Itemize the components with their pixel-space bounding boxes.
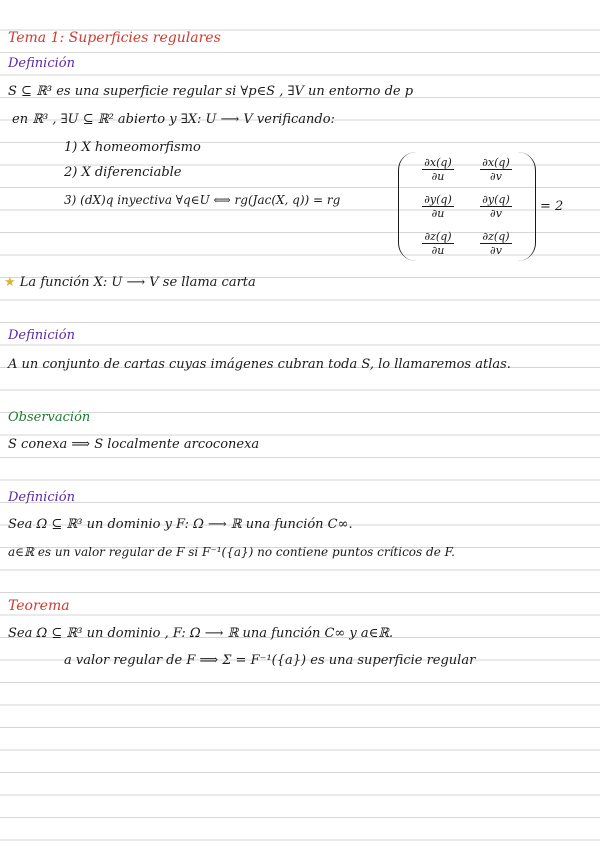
matrix-grid	[398, 152, 536, 261]
definition-3-line-1: Sea Ω ⊆ ℝ³ un dominio y F: Ω ⟶ ℝ una función C∞.	[8, 517, 353, 532]
observation-text: S conexa ⟹ S localmente arcoconexa	[8, 437, 260, 452]
page-title: Tema 1: Superficies regulares	[8, 30, 221, 46]
theorem-line-1: Sea Ω ⊆ ℝ³ un dominio , F: Ω ⟶ ℝ una función C∞ y a∈ℝ.	[8, 626, 394, 641]
jacobian-matrix	[392, 152, 563, 261]
matrix-cell: $\frac{\partial z(q)}{\partial u}$	[424, 230, 452, 257]
matrix-cell: $\frac{\partial x(q)}{\partial u}$	[424, 156, 452, 183]
matrix-cell: $\frac{\partial z(q)}{\partial v}$	[482, 230, 510, 257]
definition-2-text: A un conjunto de cartas cuyas imágenes cubran toda S, lo llamaremos atlas.	[8, 357, 511, 372]
definition-3-line-2: a∈ℝ es un valor regular de F si F⁻¹({a}) no contiene puntos críticos de F.	[8, 545, 455, 559]
condition-item-1: 1) X homeomorfismo	[64, 140, 201, 155]
matrix-cell: $\frac{\partial y(q)}{\partial u}$	[424, 193, 452, 220]
definition-1-line-2: en ℝ³ , ∃U ⊆ ℝ² abierto y ∃X: U ⟶ V verificando:	[12, 112, 335, 127]
theorem-line-2: a valor regular de F ⟹ Σ = F⁻¹({a}) es una superficie regular	[64, 653, 476, 668]
definition-heading-3: Definición	[8, 490, 75, 505]
definition-1-line-1: S ⊆ ℝ³ es una superficie regular si ∀p∈S , ∃V un entorno de p	[8, 84, 414, 99]
condition-item-2: 2) X diferenciable	[64, 165, 182, 180]
chart-note	[4, 275, 256, 290]
definition-heading-1: Definición	[8, 56, 75, 71]
matrix-cell: $\frac{\partial x(q)}{\partial v}$	[482, 156, 510, 183]
definition-heading-2: Definición	[8, 328, 75, 343]
note-text: La función X: U ⟶ V se llama carta	[19, 275, 256, 290]
condition-item-3: 3) (dX)q inyectiva ∀q∈U ⟺ rg(Jac(X, q)) = rg	[64, 193, 341, 207]
star-icon: ★	[4, 275, 16, 290]
matrix-rank-result: = 2	[540, 199, 564, 214]
observation-heading: Observación	[8, 410, 91, 425]
theorem-heading: Teorema	[8, 598, 70, 614]
matrix-cell: $\frac{\partial y(q)}{\partial v}$	[482, 193, 510, 220]
